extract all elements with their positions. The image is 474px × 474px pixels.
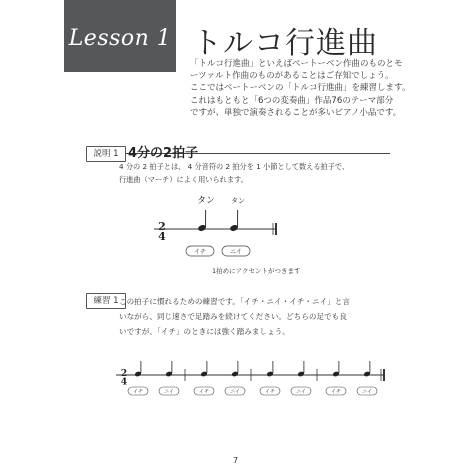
lesson-label-box [64, 0, 176, 72]
explanation-tag: 説明 1 [86, 146, 126, 162]
intro-line: ーツァルト作曲のものがあることはご存知でしょう。 [190, 71, 394, 82]
time-signature-top: 2 [158, 220, 166, 233]
intro-paragraph [190, 58, 422, 119]
quarter-note [197, 210, 206, 232]
time-signature-top: 2 [120, 369, 128, 379]
quarter-note [229, 210, 238, 232]
practice-text [119, 294, 350, 339]
intro-line: 「トルコ行進曲」といえばベートーベン作曲のものとモ [190, 59, 403, 69]
count-label: イチ [132, 389, 144, 396]
explanation-line: 4 分の 2 拍子とは、 4 分音符の 2 拍分を 1 小節として数える拍子で、 [119, 162, 350, 171]
page-title: トルコ行進曲 [192, 26, 378, 61]
intro-line: ですが、単独で演奏されることが多いピアノ小品です。 [190, 107, 402, 118]
count-label: ニイ [295, 389, 307, 396]
count-label: ニイ [163, 389, 175, 396]
explanation-line: 行進曲（マーチ）によく用いられます。 [119, 175, 248, 184]
explanation-title: 4分の2拍子 [128, 146, 199, 161]
practice-line: この拍子に慣れるための練習です。「イチ・ニイ・イチ・ニイ」と言 [119, 297, 350, 306]
practice-line: いながら、同じ速さで足踏みを続けてください。どちらの足でも良 [119, 312, 347, 321]
count-label: ニイ [229, 389, 241, 396]
count-label: イチ [193, 248, 207, 256]
page-number: 7 [233, 456, 239, 465]
count-label: ニイ [361, 389, 373, 396]
count-label: ニイ [229, 248, 243, 256]
accent-caption: 1拍めにアクセントがつきます [212, 267, 301, 275]
intro-line: ここではベートーベンの「トルコ行進曲」を練習します。 [190, 83, 411, 94]
intro-line: これはもともと「6つの変奏曲」作品76のテーマ部分 [190, 95, 394, 106]
time-signature-bottom: 4 [120, 377, 128, 388]
practice-line: いですが、「イチ」のときには強く踏みましょう。 [119, 327, 290, 336]
count-label: イチ [264, 389, 276, 396]
practice-notation [112, 356, 392, 404]
count-label: イチ [330, 389, 342, 396]
syllable-label: タン [196, 196, 216, 206]
syllable-label: タン [231, 197, 245, 205]
time-signature-bottom: 4 [158, 230, 166, 243]
practice-tag: 練習 1 [86, 293, 126, 309]
count-label: イチ [198, 389, 210, 396]
explanation-text [119, 160, 349, 186]
lesson-label: Lesson 1 [68, 26, 172, 51]
